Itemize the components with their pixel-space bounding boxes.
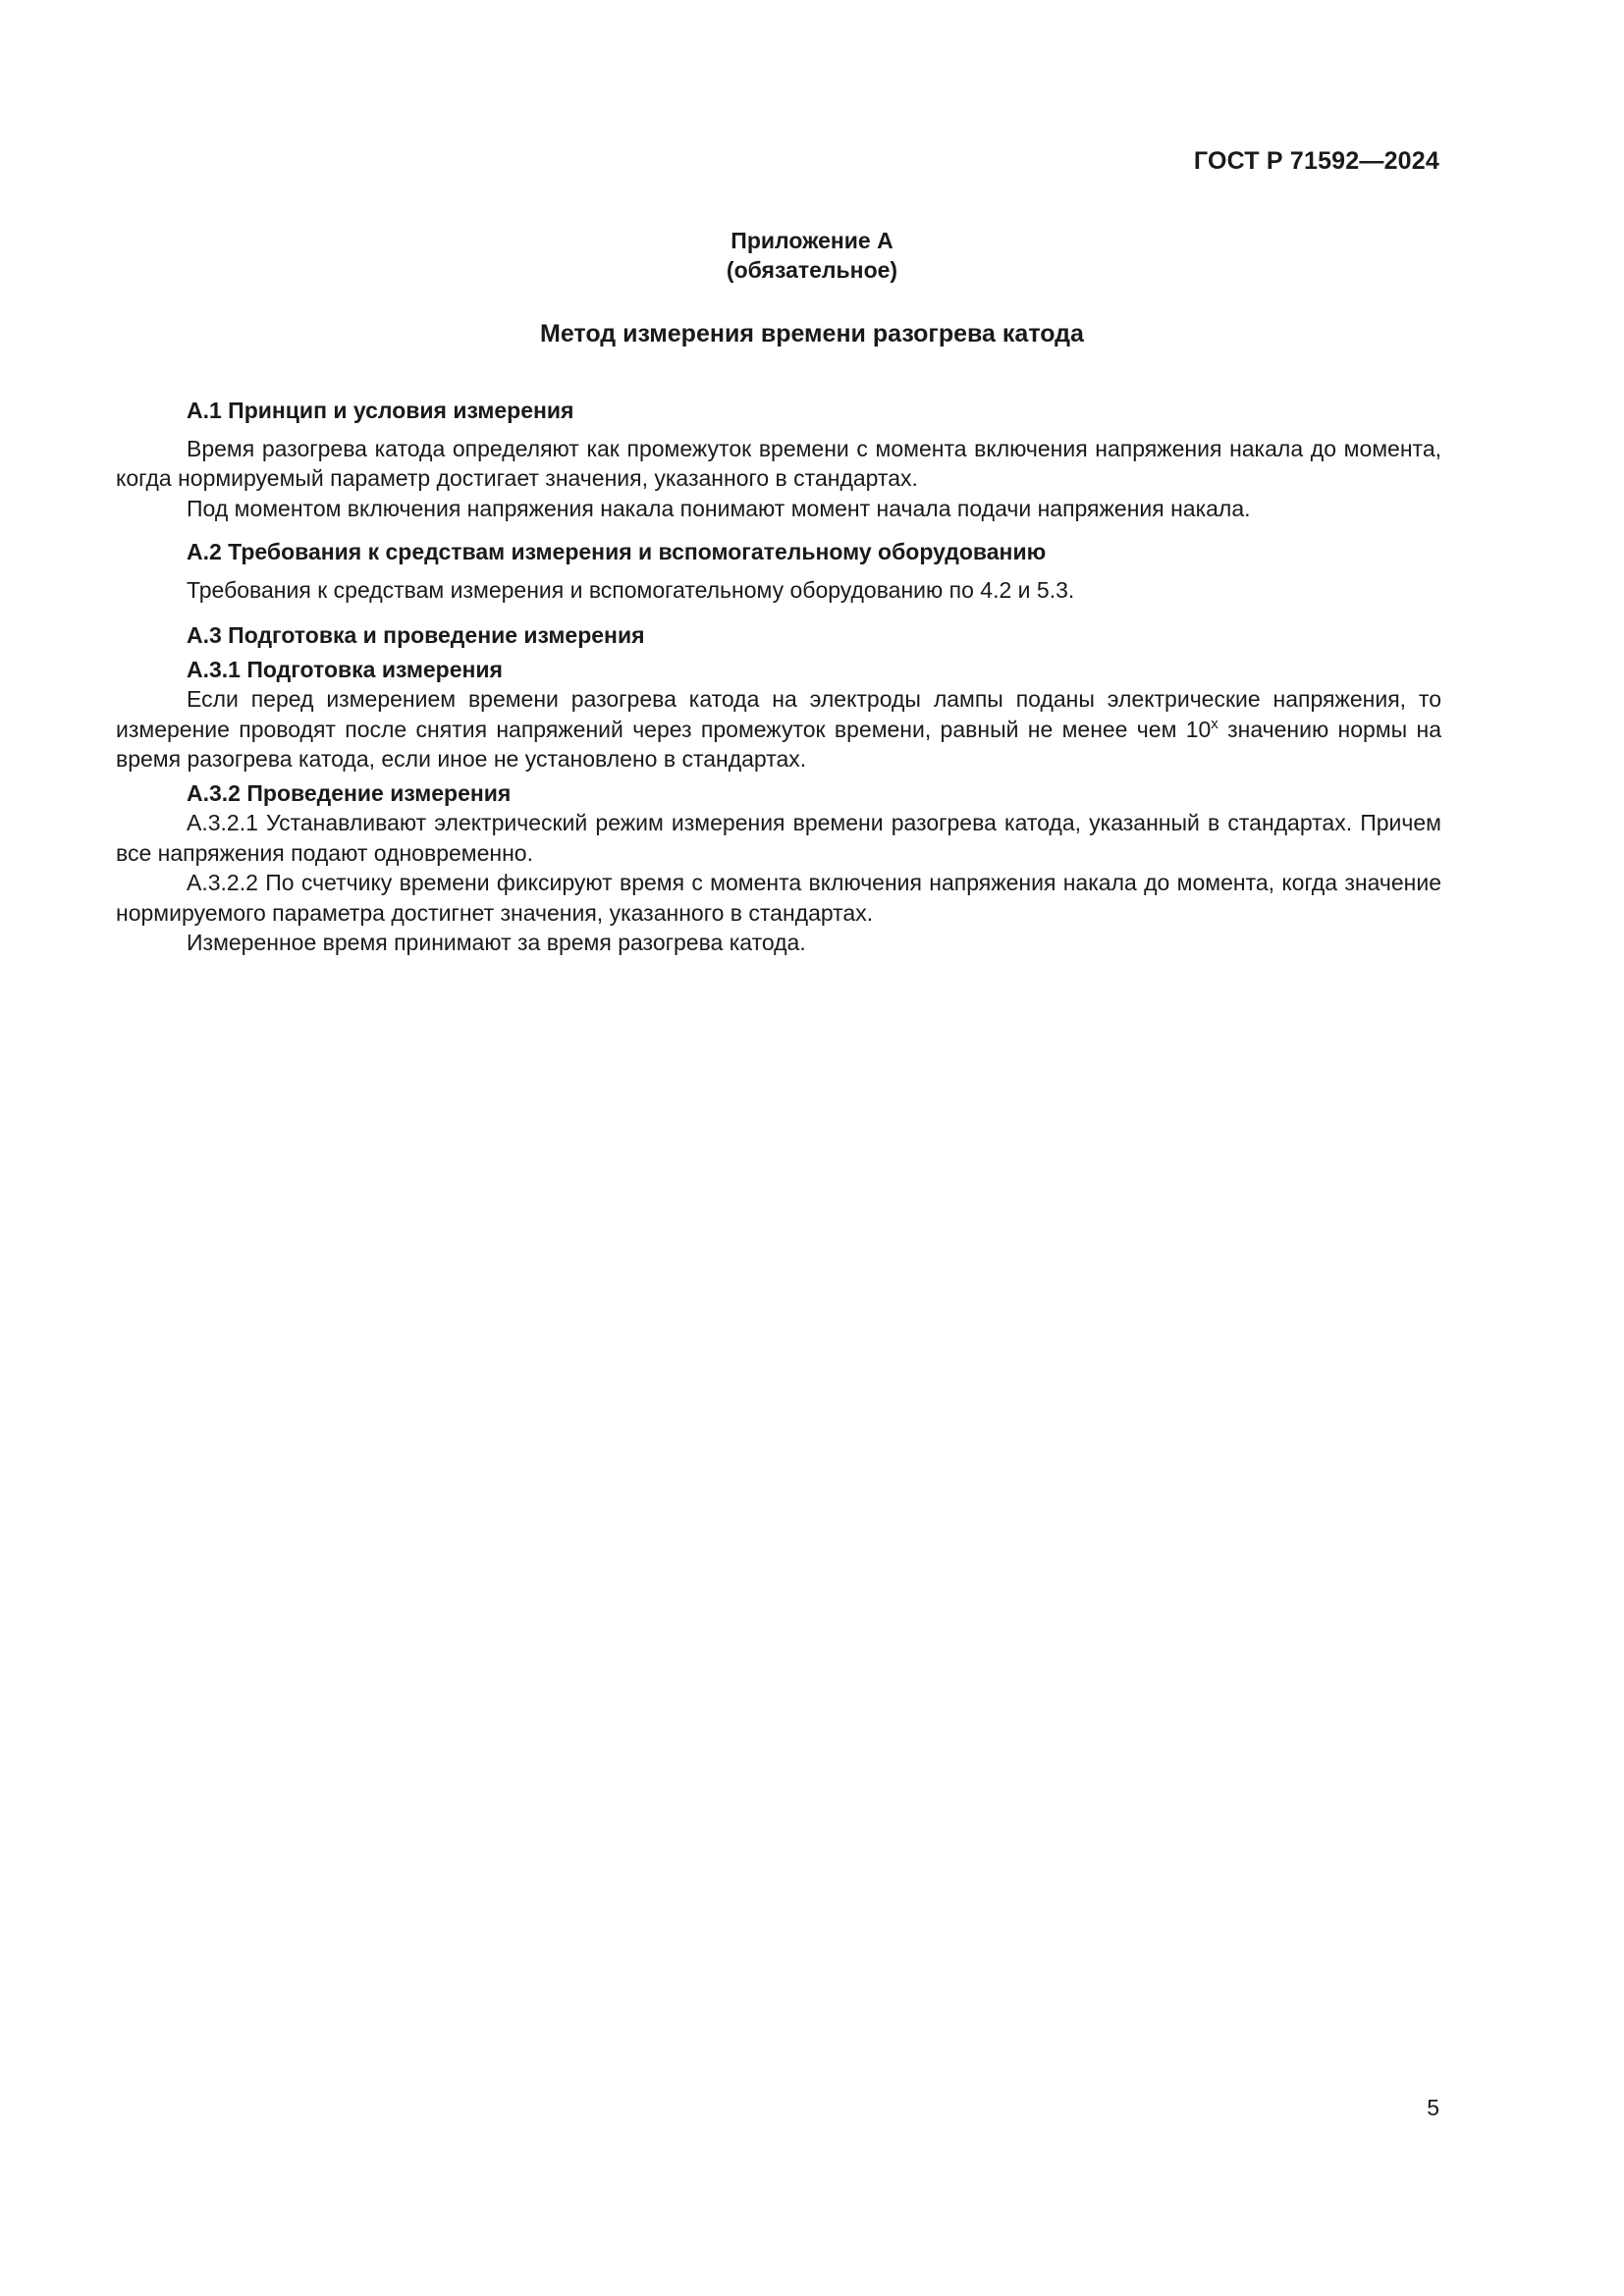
appendix-heading: [0, 226, 1624, 285]
document-code: ГОСТ Р 71592—2024: [1193, 147, 1439, 175]
superscript-x: х: [1211, 715, 1218, 732]
section-a31-text-end: значению нормы на время разогрева катода, если иное не установлено в стандартах.: [116, 716, 1441, 772]
section-a31-paragraph-1: [116, 684, 1441, 774]
page-number: 5: [1427, 2095, 1439, 2120]
section-a1-paragraph-2: Под моментом включения напряжения накала понимают момент начала подачи напряжения накала.: [187, 495, 1251, 521]
section-a32-conclusion: Измеренное время принимают за время разогрева катода.: [187, 930, 806, 955]
section-a321-paragraph: А.3.2.1 Устанавливают электрический режим измерения времени разогрева катода, указанный в стандартах. Причем все напряжения подают одновременно.: [116, 810, 1441, 866]
section-a31-heading: А.3.1 Подготовка измерения: [187, 656, 503, 682]
section-a32-heading: А.3.2 Проведение измерения: [187, 779, 512, 806]
section-a3-heading: А.3 Подготовка и проведение измерения: [187, 622, 645, 648]
section-a2-paragraph-1: Требования к средствам измерения и вспомогательному оборудованию по 4.2 и 5.3.: [187, 576, 1075, 603]
method-title: Метод измерения времени разогрева катода: [540, 320, 1084, 347]
section-a31-text-start: Если перед измерением времени разогрева катода на электроды лампы поданы электрические напряжения, то измерение проводят после снятия напряжений через промежуток времени, равный не менее чем 10: [116, 686, 1441, 742]
section-a2-heading: А.2 Требования к средствам измерения и вспомогательному оборудованию: [187, 539, 1047, 564]
section-a322-paragraph: А.3.2.2 По счетчику времени фиксируют время с момента включения напряжения накала до момента, когда значение нормируемого параметра достигнет значения, указанного в стандартах.: [116, 870, 1441, 926]
section-a1-heading: А.1 Принцип и условия измерения: [187, 398, 574, 423]
section-a1-paragraph-1: Время разогрева катода определяют как промежуток времени с момента включения напряжения накала до момента, когда нормируемый параметр достигает значения, указанного в стандартах.: [116, 435, 1441, 491]
appendix-title: Приложение А: [731, 228, 893, 253]
appendix-status: (обязательное): [726, 257, 898, 283]
document-body: [116, 396, 1441, 958]
